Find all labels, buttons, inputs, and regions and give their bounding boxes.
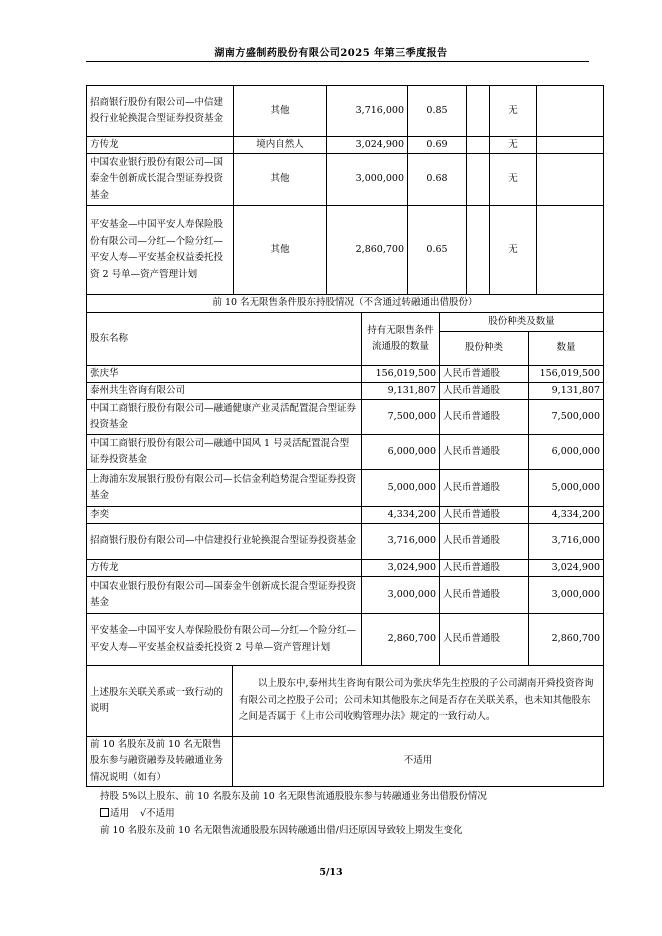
top-row-4-pct: 0.65	[407, 205, 467, 295]
checkbox-applicable	[100, 808, 109, 817]
top-row-2-name: 方传龙	[86, 136, 234, 154]
table-row-5-qty: 5,000,000	[361, 469, 440, 507]
report-header: 湖南方盛制药股份有限公司2025 年第三季度报告	[214, 48, 448, 59]
table-row-9-name: 中国农业银行股份有限公司—国泰金牛创新成长混合型证券投资基金	[86, 576, 362, 614]
top-row-4-nature: 其他	[233, 205, 327, 295]
top-row-2-shares: 3,024,900	[326, 136, 408, 154]
table-row-7-count: 3,716,000	[528, 523, 604, 560]
top-row-3-nature: 其他	[233, 153, 327, 206]
table-row-8-name: 方传龙	[86, 559, 362, 577]
table-row-4-count: 6,000,000	[528, 434, 604, 470]
table-row-3-qty: 7,500,000	[361, 399, 440, 435]
table-row-2-count: 9,131,807	[528, 382, 604, 400]
top-row-1-pledge: 无	[489, 85, 537, 137]
table-row-6-name: 李奕	[86, 506, 362, 524]
applicability-options	[100, 806, 175, 822]
table-row-4-qty: 6,000,000	[361, 434, 440, 470]
table-row-10-name: 平安基金—中国平安人寿保险股份有限公司—分红—个险分红—平安人寿—平安基金权益委托投资 2 号单—资产管理计划	[86, 613, 362, 666]
check-mark-icon: √	[140, 808, 147, 819]
table-row-4-name: 中国工商银行股份有限公司—融通中国风 1 号灵活配置混合型证券投资基金	[86, 434, 362, 470]
top-row-2-qty	[536, 136, 604, 154]
option-applicable-label: 适用	[110, 808, 130, 819]
top-row-2-nature: 境内自然人	[233, 136, 327, 154]
col-header-count: 数量	[528, 331, 604, 366]
table-row-1-count: 156,019,500	[528, 365, 604, 383]
table-row-1-name: 张庆华	[86, 365, 362, 383]
section-title: 前 10 名无限售条件股东持股情况（不含通过转融通出借股份）	[86, 294, 604, 313]
table-row-3-count: 7,500,000	[528, 399, 604, 435]
table-row-6-type: 人民币普通股	[439, 506, 529, 524]
table-row-10-type: 人民币普通股	[439, 613, 529, 666]
table-row-3-name: 中国工商银行股份有限公司—融通健康产业灵活配置混合型证券投资基金	[86, 399, 362, 435]
table-row-1-type: 人民币普通股	[439, 365, 529, 383]
top-row-2-pledge: 无	[489, 136, 537, 154]
table-row-2-name: 泰州共生咨询有限公司	[86, 382, 362, 400]
table-row-10-count: 2,860,700	[528, 613, 604, 666]
relation-label: 上述股东关联关系或一致行动的说明	[86, 665, 233, 737]
table-row-7-qty: 3,716,000	[361, 523, 440, 560]
table-row-5-name: 上海浦东发展银行股份有限公司—长信金利趋势混合型证券投资基金	[86, 469, 362, 507]
top-row-3-blank	[466, 153, 490, 206]
margin-text: 不适用	[232, 736, 604, 787]
table-row-1-qty: 156,019,500	[361, 365, 440, 383]
table-row-2-type: 人民币普通股	[439, 382, 529, 400]
top-row-4-blank	[466, 205, 490, 295]
top-row-2-blank	[466, 136, 490, 154]
table-row-6-qty: 4,334,200	[361, 506, 440, 524]
note-lending: 持股 5%以上股东、前 10 名股东及前 10 名无限售流通股股东参与转融通业务出借股份情况	[100, 791, 487, 802]
top-row-1-blank	[466, 85, 490, 137]
table-row-9-count: 3,000,000	[528, 576, 604, 614]
note-change: 前 10 名股东及前 10 名无限售流通股股东因转融通出借/归还原因导致较上期发生变化	[100, 825, 463, 836]
top-row-1-nature: 其他	[233, 85, 327, 137]
top-row-4-qty	[536, 205, 604, 295]
top-row-1-pct: 0.85	[407, 85, 467, 137]
table-row-8-qty: 3,024,900	[361, 559, 440, 577]
table-row-6-count: 4,334,200	[528, 506, 604, 524]
table-row-9-type: 人民币普通股	[439, 576, 529, 614]
top-row-2-pct: 0.69	[407, 136, 467, 154]
page-number: 5/13	[319, 867, 343, 878]
table-row-3-type: 人民币普通股	[439, 399, 529, 435]
top-row-1-name: 招商银行股份有限公司—中信建投行业轮换混合型证券投资基金	[86, 85, 234, 137]
top-row-3-qty	[536, 153, 604, 206]
table-row-8-type: 人民币普通股	[439, 559, 529, 577]
table-row-8-count: 3,024,900	[528, 559, 604, 577]
col-header-name: 股东名称	[86, 312, 362, 366]
table-row-10-qty: 2,860,700	[361, 613, 440, 666]
margin-label: 前 10 名股东及前 10 名无限售股东参与融资融券及转融通业务情况说明（如有）	[86, 736, 233, 787]
col-header-type: 股份种类	[439, 331, 529, 366]
table-row-5-type: 人民币普通股	[439, 469, 529, 507]
table-row-2-qty: 9,131,807	[361, 382, 440, 400]
col-header-qty: 持有无限售条件流通股的数量	[361, 312, 440, 366]
header-rule	[86, 61, 589, 62]
table-row-4-type: 人民币普通股	[439, 434, 529, 470]
relation-text: 以上股东中,泰州共生咨询有限公司为张庆华先生控股的子公司湖南开舜投资咨询有限公司之控股子公司；公司未知其他股东之间是否存在关联关系，也未知其他股东之间是否属于《上市公司收购管理办法》规定的一致行动人。	[232, 665, 604, 737]
top-row-4-pledge: 无	[489, 205, 537, 295]
table-row-9-qty: 3,000,000	[361, 576, 440, 614]
top-row-3-pledge: 无	[489, 153, 537, 206]
top-row-3-name: 中国农业银行股份有限公司—国泰金牛创新成长混合型证券投资基金	[86, 153, 234, 206]
top-row-1-qty	[536, 85, 604, 137]
top-row-4-shares: 2,860,700	[326, 205, 408, 295]
top-row-3-pct: 0.68	[407, 153, 467, 206]
table-row-7-name: 招商银行股份有限公司—中信建投行业轮换混合型证券投资基金	[86, 523, 362, 560]
col-header-type-group: 股份种类及数量	[439, 312, 604, 332]
top-row-4-name: 平安基金—中国平安人寿保险股份有限公司—分红—个险分红—平安人寿—平安基金权益委托投资 2 号单—资产管理计划	[86, 205, 234, 295]
table-row-7-type: 人民币普通股	[439, 523, 529, 560]
top-row-3-shares: 3,000,000	[326, 153, 408, 206]
top-row-1-shares: 3,716,000	[326, 85, 408, 137]
table-row-5-count: 5,000,000	[528, 469, 604, 507]
option-not-applicable-label: 不适用	[146, 808, 175, 819]
